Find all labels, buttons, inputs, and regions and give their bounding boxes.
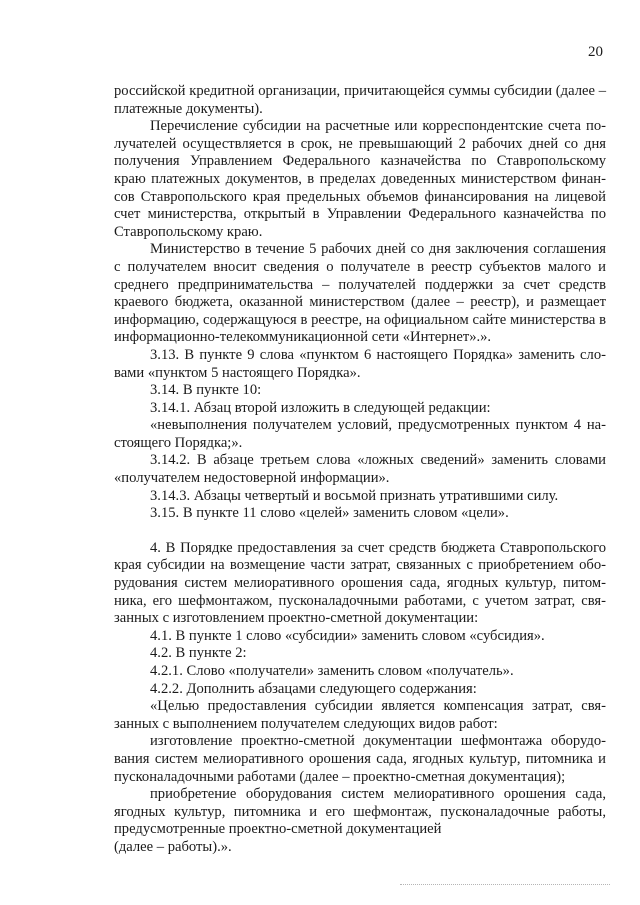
paragraph-4-2: 4.2. В пункте 2: <box>150 645 247 662</box>
document-body <box>114 83 606 857</box>
paragraph-3-13: 3.13. В пункте 9 слова «пунктом 6 настоящего Порядка» заменить словами «пунктом 5 настоящего Порядка». <box>114 346 606 381</box>
paragraph-design-docs: изготовление проектно-сметной документации шефмонтажа оборудования систем мелиоративного орошения сада, ягодных культур, питомника и пусконаладочными работами (далее – проектно-сметная документация); <box>114 733 606 785</box>
paragraph-3-14-1: 3.14.1. Абзац второй изложить в следующей редакции: <box>150 399 491 416</box>
paragraph-equipment: приобретение оборудования систем мелиоративного орошения сада, ягодных культур, питомника и его шефмонтаж, пусконаладочные работы, предусмотренные проектно-сметной документацией <box>114 786 606 838</box>
paragraph-3-14: 3.14. В пункте 10: <box>150 382 262 399</box>
paragraph-section-4: 4. В Порядке предоставления за счет средств бюджета Ставропольского края субсидии на возмещение части затрат, связанных с приобретением оборудования систем мелиоративного орошения сада, ягодных культур, питомника, его шефмонтажом, пусконаладочными работами, с учетом затрат, связанных с изготовлением проектно-сметной документации: <box>114 539 606 627</box>
section-gap <box>114 523 606 540</box>
paragraph-3-14-1-text: «невыполнения получателем условий, предусмотренных пунктом 4 настоящего Порядка;». <box>114 417 606 451</box>
paragraph-3-14-2: 3.14.2. В абзаце третьем слова «ложных сведений» заменить словами «получателем недостоверной информации». <box>114 452 606 487</box>
paragraph-3-14-3: 3.14.3. Абзацы четвертый и восьмой признать утратившими силу. <box>150 487 559 504</box>
paragraph-payment-documents: российской кредитной организации, причитающейся суммы субсидии (далее – платежные документы). <box>114 83 606 117</box>
scan-artifact <box>400 884 610 887</box>
paragraph-4-1: 4.1. В пункте 1 слово «субсидии» заменить словом «субсидия». <box>150 627 545 644</box>
paragraph-works-end: (далее – работы).». <box>114 838 232 855</box>
paragraph-registry: Министерство в течение 5 рабочих дней со дня заключения соглашения с получателем вносит сведения о получателе в реестр субъектов малого и среднего предпринимательства – получателей поддержки за счет средств краевого бюджета, оказанной министерством (далее – реестр), и размещает информацию, содержащуюся в реестре, на официальном сайте министерства в информационно-телекоммуникационной сети «Интернет».». <box>114 241 606 346</box>
paragraph-3-15: 3.15. В пункте 11 слово «целей» заменить словом «цели». <box>150 505 509 522</box>
paragraph-4-2-2: 4.2.2. Дополнить абзацами следующего содержания: <box>150 680 477 697</box>
paragraph-4-2-1: 4.2.1. Слово «получатели» заменить словом «получатель». <box>150 663 514 679</box>
paragraph-subsidy-transfer: Перечисление субсидии на расчетные или корреспондентские счета получателей осуществляется в срок, не превышающий 2 рабочих дней со дня получения Управлением Федерального казначейства по Ставропольскому краю платежных документов, в пределах доведенных министерством финансов Ставропольского края предельных объемов финансирования на лицевой счет министерства, открытый в Управлении Федерального казначейства по Ставропольскому краю. <box>114 118 606 240</box>
page-number: 20 <box>588 44 603 60</box>
paragraph-purpose: «Целью предоставления субсидии является компенсация затрат, связанных с выполнением получателем следующих видов работ: <box>114 698 606 732</box>
